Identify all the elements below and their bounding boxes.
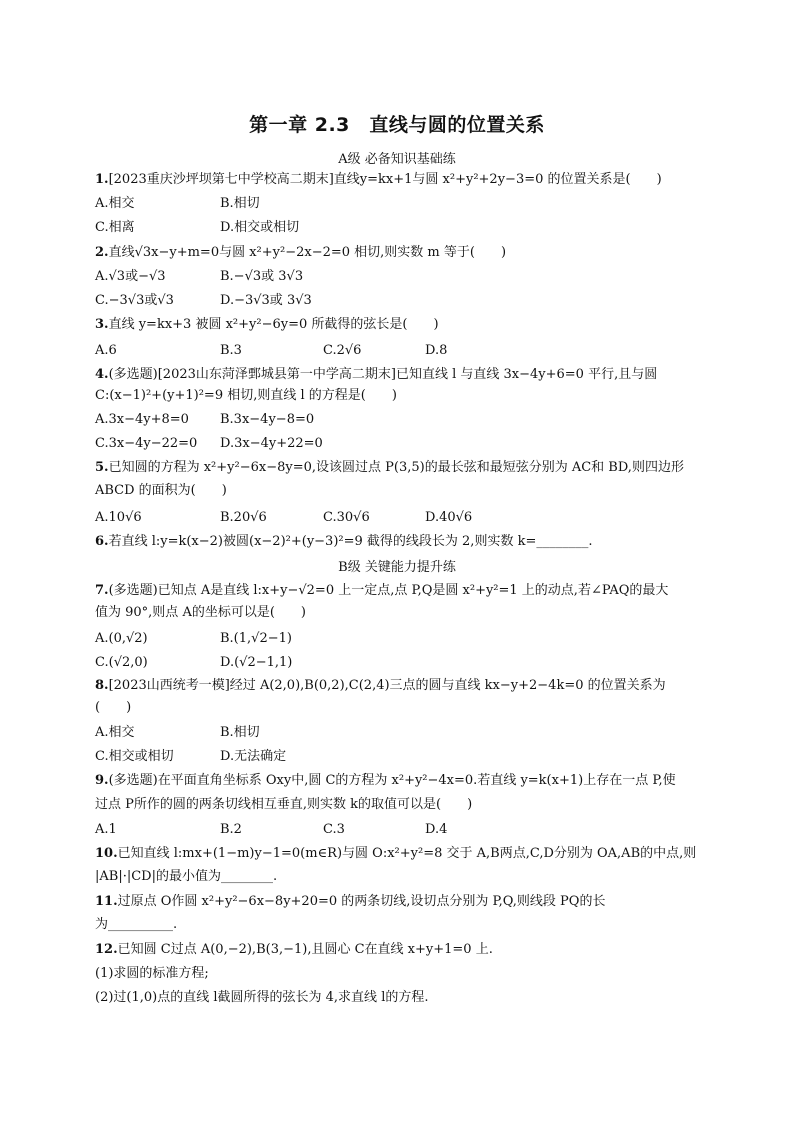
q4-option-a: A.3x−4y+8=0 [95,412,189,427]
q3-option-b: B.3 [220,343,242,358]
q5-option-d: D.40√6 [425,510,473,525]
q4-option-d: D.3x−4y+22=0 [220,436,323,451]
q2-option-a: A.√3或−√3 [95,269,166,284]
question-7: 7.(多选题)已知点 A是直线 l:x+y−√2=0 上一定点,点 P,Q是圆 x²+y²=1 上的动点,若∠PAQ的最大 [95,583,669,598]
q2-option-b: B.−√3或 3√3 [220,269,304,284]
question-3: 3.直线 y=kx+3 被圆 x²+y²−6y=0 所截得的弦长是( ) [95,317,439,332]
question-4: 4.(多选题)[2023山东菏泽鄄城县第一中学高二期末]已知直线 l 与直线 3x−4y+6=0 平行,且与圆 [95,367,658,382]
q5-option-a: A.10√6 [95,510,142,525]
q9-option-d: D.4 [425,822,448,837]
question-8-line-2: ( ) [95,700,132,715]
q7-option-b: B.(1,√2−1) [220,631,292,646]
question-8: 8.[2023山西统考一模]经过 A(2,0),B(0,2),C(2,4)三点的圆与直线 kx−y+2−4k=0 的位置关系为 [95,678,666,693]
question-12: 12.已知圆 C过点 A(0,−2),B(3,−1),且圆心 C在直线 x+y+1=0 上. [95,942,493,957]
question-12-part-2: (2)过(1,0)点的直线 l截圆所得的弦长为 4,求直线 l的方程. [95,990,429,1005]
section-b-heading: B级 关键能力提升练 [338,560,456,575]
question-9: 9.(多选题)在平面直角坐标系 Oxy中,圆 C的方程为 x²+y²−4x=0.若直线 y=k(x+1)上存在一点 P,使 [95,773,676,788]
q5-option-c: C.30√6 [323,510,370,525]
q8-option-d: D.无法确定 [220,749,287,764]
question-10-line-2: |AB|·|CD|的最小值为________. [95,869,278,884]
question-9-line-2: 过点 P所作的圆的两条切线相互垂直,则实数 k的取值可以是( ) [95,797,473,812]
page-title: 第一章 2.3 直线与圆的位置关系 [249,114,545,136]
q1-option-b: B.相切 [220,196,260,211]
question-12-part-1: (1)求圆的标准方程; [95,966,209,981]
question-4-line-2: C:(x−1)²+(y+1)²=9 相切,则直线 l 的方程是( ) [95,388,397,403]
q1-option-a: A.相交 [95,196,135,211]
question-1: 1.[2023重庆沙坪坝第七中学校高二期末]直线y=kx+1与圆 x²+y²+2y−3=0 的位置关系是( ) [95,172,662,187]
q7-option-a: A.(0,√2) [95,631,148,646]
q4-option-c: C.3x−4y−22=0 [95,436,198,451]
question-7-line-2: 值为 90°,则点 A的坐标可以是( ) [95,605,306,620]
q3-option-c: C.2√6 [323,343,362,358]
q3-option-a: A.6 [95,343,117,358]
question-11: 11.过原点 O作圆 x²+y²−6x−8y+20=0 的两条切线,设切点分别为 P,Q,则线段 PQ的长 [95,894,606,909]
q8-option-b: B.相切 [220,725,260,740]
section-a-heading: A级 必备知识基础练 [338,152,456,167]
question-5: 5.已知圆的方程为 x²+y²−6x−8y=0,设该圆过点 P(3,5)的最长弦和最短弦分别为 AC和 BD,则四边形 [95,460,684,475]
question-2: 2.直线√3x−y+m=0与圆 x²+y²−2x−2=0 相切,则实数 m 等于( ) [95,245,507,260]
q9-option-a: A.1 [95,822,117,837]
q8-option-a: A.相交 [95,725,135,740]
q7-option-d: D.(√2−1,1) [220,655,293,670]
question-6: 6.若直线 l:y=k(x−2)被圆(x−2)²+(y−3)²=9 截得的线段长为 2,则实数 k=________. [95,534,593,549]
q9-option-c: C.3 [323,822,345,837]
q2-option-d: D.−3√3或 3√3 [220,293,312,308]
q5-option-b: B.20√6 [220,510,267,525]
q9-option-b: B.2 [220,822,242,837]
q7-option-c: C.(√2,0) [95,655,148,670]
question-5-line-2: ABCD 的面积为( ) [95,483,227,498]
question-11-line-2: 为__________. [95,917,178,932]
q1-option-c: C.相离 [95,220,135,235]
q1-option-d: D.相交或相切 [220,220,300,235]
q3-option-d: D.8 [425,343,448,358]
q4-option-b: B.3x−4y−8=0 [220,412,315,427]
q2-option-c: C.−3√3或√3 [95,293,174,308]
question-10: 10.已知直线 l:mx+(1−m)y−1=0(m∈R)与圆 O:x²+y²=8 交于 A,B两点,C,D分别为 OA,AB的中点,则 [95,846,697,861]
q8-option-c: C.相交或相切 [95,749,174,764]
